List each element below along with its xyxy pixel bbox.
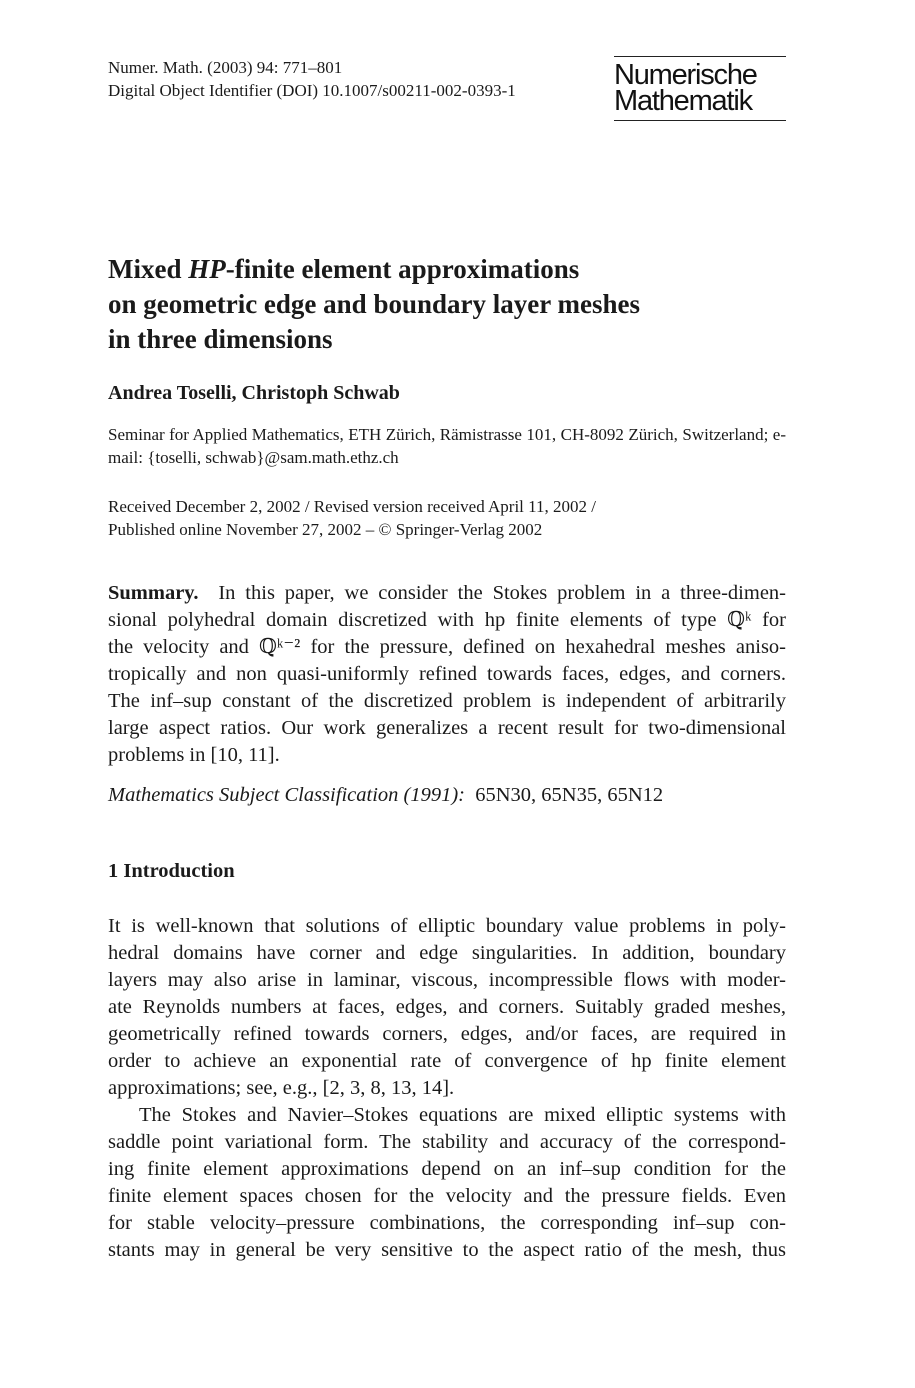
citation: Numer. Math. (2003) 94: 771–801 (108, 58, 343, 77)
summary-line-4: tropically and non quasi-uniformly refined towards faces, edges, and corners. (108, 663, 786, 685)
intro-p1-line: hedral domains have corner and edge singularities. In addition, boundary (108, 942, 786, 964)
journal-logo-line2: Mathematik (614, 85, 752, 117)
intro-p2-line: The Stokes and Navier–Stokes equations are mixed elliptic systems with (139, 1104, 786, 1126)
msc-codes: 65N30, 65N35, 65N12 (475, 784, 664, 806)
publication-dates (108, 495, 596, 541)
paper-title (108, 252, 786, 357)
journal-logo (614, 56, 786, 121)
summary-line-3: the velocity and ℚᵏ⁻² for the pressure, defined on hexahedral meshes aniso- (108, 636, 786, 658)
introduction-body (108, 913, 786, 1264)
intro-paragraph-1 (108, 913, 786, 1102)
summary-label: Summary. (108, 582, 199, 604)
summary-line-2: sional polyhedral domain discretized with hp finite elements of type ℚᵏ for (108, 609, 786, 631)
intro-p2-line: for stable velocity–pressure combinations, the corresponding inf–sup con- (108, 1212, 786, 1234)
summary (108, 580, 786, 769)
intro-p1-line: ate Reynolds numbers at faces, edges, and corners. Suitably graded meshes, (108, 996, 786, 1018)
title-line-1-post: -finite element approximations (225, 254, 580, 284)
msc-classification (108, 784, 663, 807)
summary-line-1-text: In this paper, we consider the Stokes problem in a three-dimen- (218, 582, 787, 604)
section-heading: 1 Introduction (108, 860, 235, 882)
summary-line-6: large aspect ratios. Our work generalizes a recent result for two-dimensional (108, 717, 786, 739)
title-line-1-pre: Mixed (108, 254, 189, 284)
intro-p2-line: stants may in general be very sensitive to the aspect ratio of the mesh, thus (108, 1239, 786, 1261)
intro-p2-line: finite element spaces chosen for the velocity and the pressure fields. Even (108, 1185, 786, 1207)
msc-label: Mathematics Subject Classification (1991): (108, 784, 465, 806)
intro-p2-line: ing finite element approximations depend on an inf–sup condition for the (108, 1158, 786, 1180)
affiliation: Seminar for Applied Mathematics, ETH Zürich, Rämistrasse 101, CH-8092 Zürich, Switzerland; e-mail: {toselli, schwab}@sam.math.ethz.ch (108, 425, 786, 467)
authors: Andrea Toselli, Christoph Schwab (108, 382, 400, 404)
citation-header (108, 56, 516, 102)
intro-p1-line: order to achieve an exponential rate of convergence of hp finite element (108, 1050, 786, 1072)
intro-p1-line: It is well-known that solutions of elliptic boundary value problems in poly- (108, 915, 786, 937)
intro-p1-line: layers may also arise in laminar, viscous, incompressible flows with moder- (108, 969, 786, 991)
title-line-3: in three dimensions (108, 324, 333, 354)
summary-line-7: problems in [10, 11]. (108, 744, 280, 766)
title-line-1-em: HP (188, 254, 226, 284)
title-line-1 (108, 252, 786, 287)
title-line-2: on geometric edge and boundary layer meshes (108, 289, 640, 319)
summary-line-5: The inf–sup constant of the discretized problem is independent of arbitrarily (108, 690, 786, 712)
intro-paragraph-2 (108, 1102, 786, 1264)
intro-p2-line: saddle point variational form. The stability and accuracy of the correspond- (108, 1131, 786, 1153)
summary-line-1 (108, 580, 786, 607)
intro-p1-line: approximations; see, e.g., [2, 3, 8, 13, 14]. (108, 1077, 455, 1099)
doi: Digital Object Identifier (DOI) 10.1007/s00211-002-0393-1 (108, 81, 516, 100)
dates-line-1: Received December 2, 2002 / Revised version received April 11, 2002 / (108, 497, 596, 516)
dates-line-2: Published online November 27, 2002 – © Springer-Verlag 2002 (108, 520, 543, 539)
intro-p1-line: geometrically refined towards corners, edges, and/or faces, are required in (108, 1023, 786, 1045)
journal-logo-line1: Numerische (614, 59, 757, 91)
